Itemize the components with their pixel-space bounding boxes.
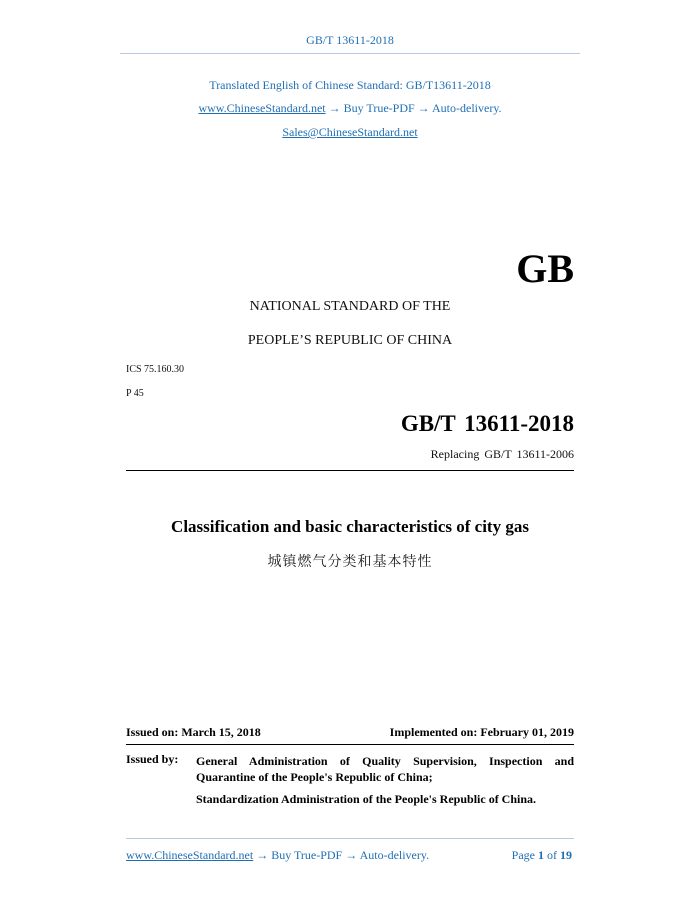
footer-purchase-line (126, 848, 429, 863)
promo-translation-line: Translated English of Chinese Standard: GB/T13611-2018 (209, 78, 491, 92)
document-title-english: Classification and basic characteristics of city gas (171, 517, 529, 536)
document-title-chinese: 城镇燃气分类和基本特性 (267, 554, 433, 570)
issuer-2: Standardization Administration of the People's Republic of China. (196, 792, 537, 806)
promo-site-link[interactable]: www.ChineseStandard.net (198, 101, 326, 115)
promo-email-line (0, 125, 700, 140)
issued-by-label: Issued by: (126, 752, 179, 766)
running-header-title: GB/T 13611-2018 (306, 33, 394, 47)
issued-on-date: Issued on: March 15, 2018 (126, 725, 261, 739)
standard-number: GB/T 13611-2018 (400, 411, 574, 436)
footer-purchase-text: → Buy True-PDF → Auto-delivery. (253, 848, 430, 862)
issuer-1-line-1: General Administration of Quality Supervision, Inspection and (196, 754, 574, 768)
page-total: 19 (560, 848, 572, 862)
classification-code: P 45 (126, 388, 144, 399)
page-label: Page (511, 848, 535, 862)
dates-divider (126, 744, 574, 745)
implemented-on-date: Implemented on: February 01, 2019 (389, 725, 574, 739)
national-standard-line-1: NATIONAL STANDARD OF THE (249, 299, 451, 314)
promo-purchase-line (0, 101, 700, 116)
header-divider (120, 53, 580, 54)
issuer-1-line-2: Quarantine of the People's Republic of China; (196, 770, 433, 784)
page-indicator (512, 848, 572, 863)
national-standard-line-2: PEOPLE’S REPUBLIC OF CHINA (247, 333, 453, 348)
footer-divider (126, 838, 574, 839)
promo-purchase-text: → Buy True-PDF → Auto-delivery. (325, 101, 502, 115)
gb-logo: GB (516, 246, 574, 291)
page-of: of (547, 848, 557, 862)
replacing-note: Replacing GB/T 13611-2006 (430, 447, 574, 461)
standard-number-divider (126, 470, 574, 471)
promo-email-link[interactable]: Sales@ChineseStandard.net (282, 125, 418, 139)
footer-site-link[interactable]: www.ChineseStandard.net (126, 848, 254, 862)
page-current: 1 (538, 848, 544, 862)
ics-code: ICS 75.160.30 (126, 364, 185, 375)
